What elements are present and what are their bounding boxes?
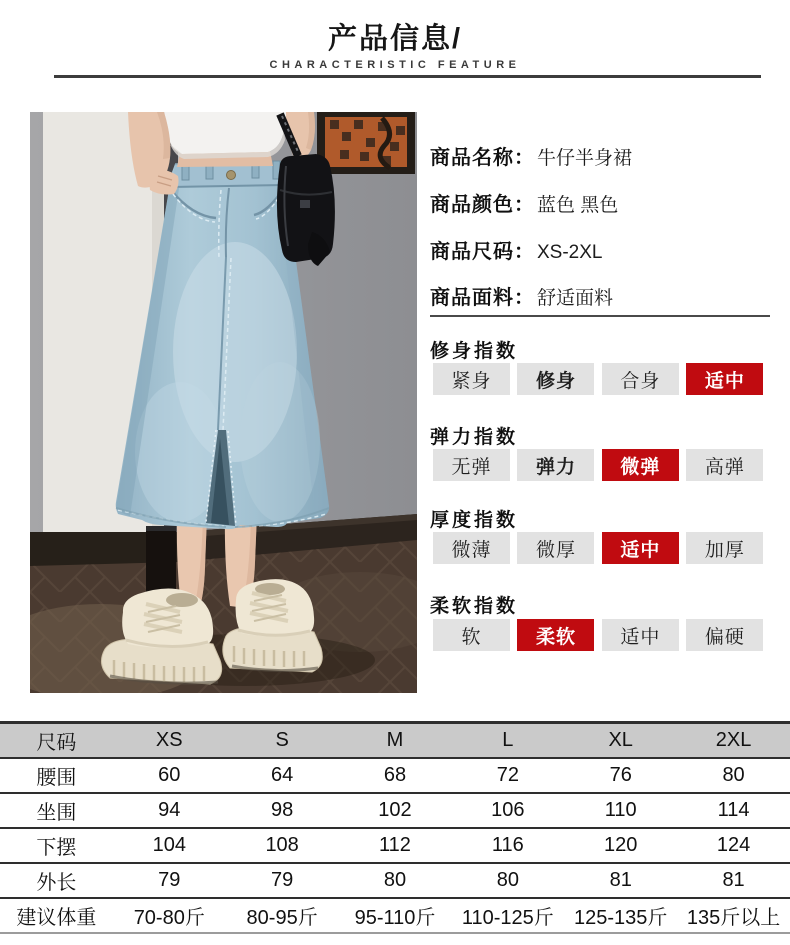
index-options-thickness <box>433 532 766 564</box>
index-option-pill: 无弹 <box>433 449 510 481</box>
index-option-pill: 微弹 <box>602 449 679 481</box>
row-label: 腰围 <box>36 767 77 789</box>
table-cell: 60 <box>158 764 181 786</box>
table-cell: 68 <box>383 764 407 786</box>
table-row-length <box>0 864 790 899</box>
table-cell: 76 <box>609 764 632 786</box>
table-cell: 102 <box>378 799 412 821</box>
column-header: XL <box>608 729 633 751</box>
index-option-pill: 合身 <box>602 363 679 395</box>
table-cell: 95-110斤 <box>354 907 436 929</box>
table-cell: 72 <box>496 764 519 786</box>
table-row-weight <box>0 899 790 934</box>
table-cell: 79 <box>158 869 181 891</box>
table-row-waist <box>0 759 790 794</box>
info-row-color <box>430 188 618 217</box>
info-row-fabric <box>430 281 613 310</box>
table-cell: 135斤以上 <box>686 907 781 929</box>
column-header: 2XL <box>715 729 752 751</box>
table-row-hip <box>0 794 790 829</box>
table-cell: 106 <box>491 799 525 821</box>
table-cell: 64 <box>271 764 294 786</box>
table-cell: 124 <box>716 834 751 856</box>
product-photo <box>30 112 417 693</box>
header-divider <box>54 75 761 78</box>
table-cell: 125-135斤 <box>574 907 668 929</box>
size-table <box>0 721 790 934</box>
index-option-pill: 柔软 <box>517 619 594 651</box>
column-header: S <box>275 729 289 751</box>
row-label: 外长 <box>36 872 77 894</box>
picture-frame <box>317 112 415 174</box>
product-photo-illustration <box>30 112 417 693</box>
column-header: M <box>386 729 404 751</box>
index-title-softness: 柔软指数 <box>430 596 519 617</box>
info-label: 商品面料： <box>430 287 535 309</box>
table-cell: 81 <box>722 869 745 891</box>
index-option-pill: 微薄 <box>433 532 510 564</box>
table-cell: 110 <box>604 799 637 821</box>
index-option-pill: 弹力 <box>517 449 594 481</box>
row-label: 下摆 <box>36 837 77 859</box>
page-subtitle: CHARACTERISTIC FEATURE <box>269 59 521 71</box>
index-option-pill: 软 <box>433 619 510 651</box>
index-title-stretch: 弹力指数 <box>430 427 519 448</box>
product-details <box>430 112 778 693</box>
column-header: 尺码 <box>36 732 77 754</box>
table-cell: 94 <box>158 799 181 821</box>
table-cell: 108 <box>265 834 299 856</box>
info-label: 商品尺码： <box>430 241 535 263</box>
info-value: XS-2XL <box>537 242 603 263</box>
details-divider <box>430 315 770 317</box>
column-header: XS <box>155 729 183 751</box>
index-option-pill: 微厚 <box>517 532 594 564</box>
table-cell: 81 <box>609 869 632 891</box>
index-option-pill: 偏硬 <box>686 619 763 651</box>
table-cell: 116 <box>491 834 524 856</box>
index-option-pill: 适中 <box>602 619 679 651</box>
table-cell: 114 <box>717 799 750 821</box>
table-row-hem <box>0 829 790 864</box>
table-cell: 110-125斤 <box>461 907 554 929</box>
index-title-fit: 修身指数 <box>430 341 519 362</box>
info-value: 牛仔半身裙 <box>537 148 633 169</box>
page-title: 产品信息/ <box>327 23 463 55</box>
table-cell: 120 <box>604 834 638 856</box>
index-title-thickness: 厚度指数 <box>430 510 519 531</box>
info-row-size <box>430 235 602 264</box>
index-option-pill: 修身 <box>517 363 594 395</box>
table-cell: 70-80斤 <box>133 907 205 929</box>
index-option-pill: 适中 <box>602 532 679 564</box>
row-label: 建议体重 <box>16 907 97 929</box>
table-cell: 80-95斤 <box>246 907 318 929</box>
index-option-pill: 加厚 <box>686 532 763 564</box>
table-cell: 104 <box>152 834 186 856</box>
info-label: 商品颜色： <box>430 194 535 216</box>
info-value: 蓝色 黑色 <box>537 195 619 216</box>
size-table-header-row <box>0 724 790 759</box>
info-label: 商品名称： <box>430 147 535 169</box>
table-cell: 80 <box>383 869 407 891</box>
table-cell: 98 <box>271 799 294 821</box>
crop-top <box>164 112 288 167</box>
row-label: 坐围 <box>36 802 77 824</box>
column-header: L <box>502 729 514 751</box>
index-options-fit <box>433 363 766 395</box>
table-cell: 80 <box>722 764 745 786</box>
info-row-name <box>430 141 632 170</box>
index-options-softness <box>433 619 766 651</box>
info-value: 舒适面料 <box>537 288 614 309</box>
table-cell: 80 <box>496 869 519 891</box>
index-option-pill: 高弹 <box>686 449 763 481</box>
index-options-stretch <box>433 449 766 481</box>
index-option-pill: 适中 <box>686 363 763 395</box>
index-option-pill: 紧身 <box>433 363 510 395</box>
table-cell: 79 <box>271 869 294 891</box>
table-cell: 112 <box>379 834 411 856</box>
